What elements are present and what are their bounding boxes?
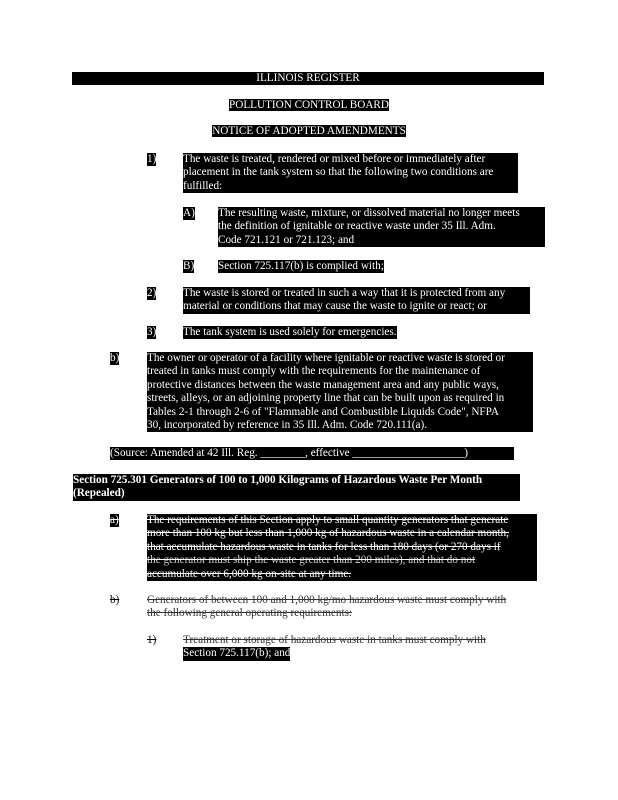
item-A-label: A) bbox=[183, 207, 195, 219]
item-3-text: The tank system is used solely for emergencies. bbox=[183, 326, 397, 338]
repealed-b1-text bbox=[183, 634, 518, 661]
item-B-text: Section 725.117(b) is complied with; bbox=[218, 260, 384, 272]
item-b-line: protective distances between the waste management area and any public ways, bbox=[147, 378, 499, 391]
source-note: (Source: Amended at 42 Ill. Reg. ________, effective ____________________) bbox=[110, 447, 514, 460]
board-title: POLLUTION CONTROL BOARD bbox=[229, 99, 389, 111]
repealed-a-label: a) bbox=[110, 514, 119, 526]
item-A-line: Code 721.121 or 721.123; and bbox=[218, 233, 355, 246]
repealed-a-line: more than 100 kg but less than 1,000 kg of hazardous waste in a calendar month, bbox=[147, 527, 509, 540]
board-header bbox=[0, 99, 618, 112]
item-2-line: The waste is stored or treated in such a way that it is protected from any bbox=[183, 287, 506, 299]
item-b-label: b) bbox=[110, 352, 120, 364]
item-A-line: the definition of ignitable or reactive waste under 35 Ill. Adm. bbox=[218, 220, 496, 233]
item-b-line: 30, incorporated by reference in 35 Ill. Adm. Code 720.111(a). bbox=[147, 419, 428, 432]
section-heading-line: (Repealed) bbox=[73, 487, 125, 500]
repealed-b1-line: Section 725.117(b); and bbox=[183, 647, 291, 660]
repealed-a-line: that accumulate hazardous waste in tanks for less than 180 days (or 270 days if bbox=[147, 540, 501, 553]
item-1-label: 1) bbox=[147, 153, 157, 165]
repealed-a-line: the generator must ship the waste greater than 200 miles), and that do not bbox=[147, 554, 476, 567]
item-1-line: placement in the tank system so that the following two conditions are bbox=[183, 166, 494, 179]
item-b-line: Tables 2-1 through 2-6 of "Flammable and Combustible Liquids Code", NFPA bbox=[147, 405, 499, 418]
item-2-line: material or conditions that may cause the waste to ignite or react; or bbox=[183, 300, 487, 313]
item-B-label: B) bbox=[183, 260, 195, 272]
item-1-line: The waste is treated, rendered or mixed before or immediately after bbox=[183, 153, 486, 165]
item-2-text bbox=[183, 287, 530, 314]
item-2-label: 2) bbox=[147, 287, 157, 299]
item-b-line: streets, alleys, or an adjoining property line that can be built upon as required in bbox=[147, 392, 505, 405]
section-heading-line: Section 725.301 Generators of 100 to 1,000 Kilograms of Hazardous Waste Per Month bbox=[73, 474, 483, 486]
item-b-line: The owner or operator of a facility where ignitable or reactive waste is stored or bbox=[147, 352, 505, 364]
repealed-b1-label: 1) bbox=[147, 634, 157, 646]
repealed-a-text bbox=[147, 514, 537, 581]
section-heading bbox=[73, 474, 520, 501]
item-A-text bbox=[218, 207, 545, 247]
item-A-line: The resulting waste, mixture, or dissolved material no longer meets bbox=[218, 207, 520, 219]
repealed-b-text bbox=[147, 594, 537, 621]
register-title: ILLINOIS REGISTER bbox=[72, 72, 544, 85]
notice-header bbox=[0, 125, 618, 138]
repealed-b1-line: Treatment or storage of hazardous waste in tanks must comply with bbox=[183, 634, 486, 646]
repealed-b-label: b) bbox=[110, 594, 120, 606]
item-b-text bbox=[147, 352, 533, 432]
item-1-text bbox=[183, 153, 518, 193]
item-3-label: 3) bbox=[147, 326, 157, 338]
item-b-line: treated in tanks must comply with the requirements for the maintenance of bbox=[147, 365, 481, 378]
repealed-a-line: accumulate over 6,000 kg on-site at any time. bbox=[147, 567, 352, 580]
repealed-a-line: The requirements of this Section apply to small quantity generators that generate bbox=[147, 514, 509, 526]
notice-title: NOTICE OF ADOPTED AMENDMENTS bbox=[212, 125, 406, 137]
item-1-line: fulfilled: bbox=[183, 179, 223, 192]
register-header bbox=[0, 72, 618, 85]
repealed-b-line: the following general operating requirements: bbox=[147, 607, 353, 620]
repealed-b-line: Generators of between 100 and 1,000 kg/mo hazardous waste must comply with bbox=[147, 594, 507, 606]
